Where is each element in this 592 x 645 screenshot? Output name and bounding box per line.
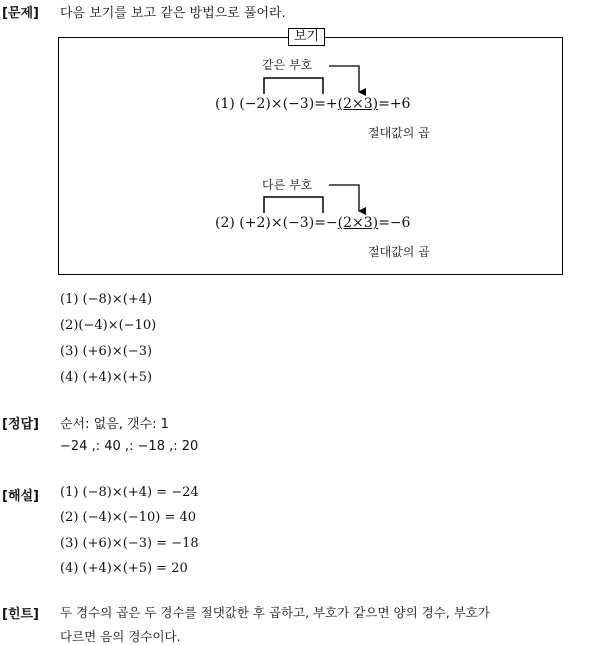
hint-line-2: 다르면 음의 경수이다. — [60, 629, 181, 644]
question-1: (1) (−8)×(+4) — [60, 292, 153, 307]
explanation-line-3: (3) (+6)×(−3) = −18 — [60, 536, 199, 551]
explanation-line-1: (1) (−8)×(+4) = −24 — [60, 485, 199, 500]
question-4: (4) (+4)×(+5) — [60, 370, 153, 385]
ex2-number: (2) — [215, 215, 235, 231]
ex1-number: (1) — [215, 96, 235, 112]
ex1-sign-note: 같은 부호 — [262, 58, 313, 72]
ex2-bracket — [264, 197, 323, 213]
hint-line-1: 두 경수의 곱은 두 경수를 절댓값한 후 곱하고, 부호가 같으면 양의 경수, 부호가 — [60, 605, 490, 620]
ex2-arrow — [329, 185, 359, 211]
ex1-abs-note: 절대값의 곱 — [368, 126, 430, 140]
ex2-abs-note: 절대값의 곱 — [368, 245, 430, 259]
ex1-abs-part: (2×3) — [337, 96, 379, 112]
ex1-sign: + — [325, 96, 338, 112]
ex2-expression: (+2)×(−3)= — [239, 215, 326, 231]
ex2-sign-note: 다른 부호 — [262, 178, 313, 192]
problem-instruction: 다음 보기를 보고 같은 방법으로 풀어라. — [60, 6, 286, 21]
ex1-arrow — [329, 66, 359, 92]
answer-label: [정답] — [2, 417, 39, 432]
answer-line-1: 순서: 없음, 갯수: 1 — [60, 417, 169, 432]
explanation-label: [해설] — [2, 489, 39, 504]
explanation-line-4: (4) (+4)×(+5) = 20 — [60, 561, 188, 576]
ex2-sign: − — [325, 215, 338, 231]
ex1-bracket — [264, 78, 323, 94]
answer-line-2: −24 ,: 40 ,: −18 ,: 20 — [60, 439, 199, 454]
ex1-expression: (−2)×(−3)= — [239, 96, 326, 112]
problem-label: [문제] — [2, 6, 39, 21]
ex2-abs-part: (2×3) — [337, 215, 379, 231]
ex2-result: =−6 — [378, 215, 411, 231]
hint-label: [힌트] — [2, 607, 39, 622]
example-title: 보기 — [288, 28, 325, 46]
question-3: (3) (+6)×(−3) — [60, 344, 153, 359]
question-2: (2)(−4)×(−10) — [60, 318, 157, 333]
explanation-line-2: (2) (−4)×(−10) = 40 — [60, 510, 197, 525]
ex1-result: =+6 — [378, 96, 411, 112]
